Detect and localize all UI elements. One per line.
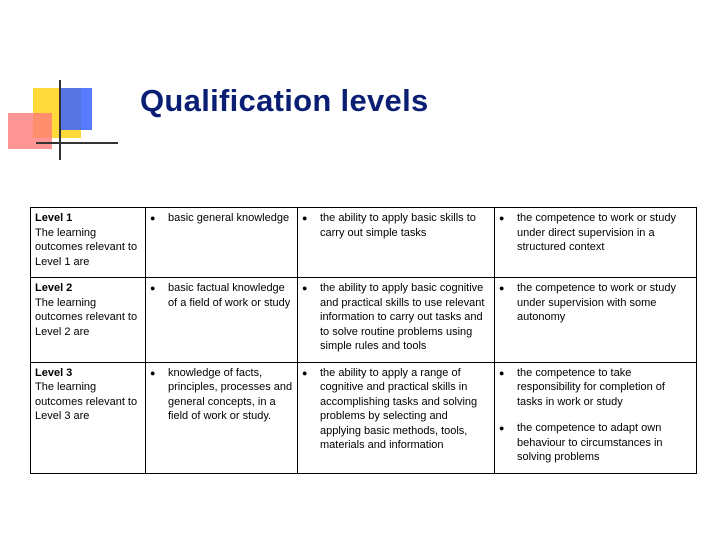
level-cell xyxy=(31,278,146,363)
level-title: Level 2 xyxy=(35,282,73,294)
bullet-text: the competence to take responsibility for completion of tasks in work or study xyxy=(517,366,665,408)
knowledge-cell xyxy=(146,208,298,278)
bullet-icon: ● xyxy=(150,283,156,293)
bullet-icon: ● xyxy=(150,213,156,223)
qualification-levels-table xyxy=(30,207,697,474)
bullet-item xyxy=(499,421,692,465)
level-description: The learning outcomes relevant to Level 3 are xyxy=(35,381,138,422)
bullet-icon: ● xyxy=(499,423,505,433)
bullet-text: the competence to adapt own behaviour to circumstances in solving problems xyxy=(517,422,663,463)
bullet-item xyxy=(302,366,490,453)
table-row xyxy=(31,362,697,473)
decorative-squares xyxy=(0,0,120,170)
bullet-item xyxy=(150,211,293,226)
bullet-icon: ● xyxy=(499,283,505,293)
bullet-item xyxy=(499,366,692,410)
bullet-icon: ● xyxy=(302,367,308,378)
level-description: The learning outcomes relevant to Level 2 are xyxy=(35,296,138,338)
level-cell xyxy=(31,362,146,473)
bullet-text: basic factual knowledge of a field of work or study xyxy=(168,282,291,309)
bullet-text: basic general knowledge xyxy=(168,212,290,224)
skills-cell xyxy=(298,362,495,473)
bullet-text: the ability to apply basic skills to carry out simple tasks xyxy=(320,212,476,239)
level-cell xyxy=(31,208,146,278)
level-description: The learning outcomes relevant to Level 1 are xyxy=(35,226,138,268)
bullet-item xyxy=(302,211,490,240)
level-title: Level 1 xyxy=(35,212,73,224)
skills-cell xyxy=(298,278,495,363)
bullet-icon: ● xyxy=(499,213,505,223)
bullet-text: the competence to work or study under direct supervision in a structured context xyxy=(517,212,676,253)
skills-cell xyxy=(298,208,495,278)
knowledge-cell xyxy=(146,362,298,473)
bullet-item xyxy=(499,281,692,325)
bullet-item xyxy=(302,281,490,354)
bullet-text: the ability to apply basic cognitive and practical skills to use relevant information to carry out tasks and to solve routine problems using simple rules and tools xyxy=(320,282,485,352)
table-row xyxy=(31,208,697,278)
page-title: Qualification levels xyxy=(140,83,429,118)
competence-cell xyxy=(495,362,697,473)
competence-cell xyxy=(495,208,697,278)
table-row xyxy=(31,278,697,363)
bullet-text: knowledge of facts, principles, processes and general concepts, in a field of work or study. xyxy=(168,366,293,422)
knowledge-cell xyxy=(146,278,298,363)
bullet-item xyxy=(150,281,293,310)
bullet-icon: ● xyxy=(499,367,505,378)
bullet-item xyxy=(499,211,692,255)
bullet-icon: ● xyxy=(302,213,308,223)
bullet-text: the competence to work or study under supervision with some autonomy xyxy=(517,282,676,323)
bullet-icon: ● xyxy=(150,367,156,378)
competence-cell xyxy=(495,278,697,363)
bullet-icon: ● xyxy=(302,283,308,293)
table-body xyxy=(31,208,697,474)
bullet-item xyxy=(150,366,293,424)
bullet-text: the ability to apply a range of cognitive and practical skills in accomplishing tasks and solving problems by selecting and applying basic methods, tools, materials and information xyxy=(320,366,478,451)
blue-square xyxy=(60,88,92,130)
level-title: Level 3 xyxy=(35,366,73,379)
